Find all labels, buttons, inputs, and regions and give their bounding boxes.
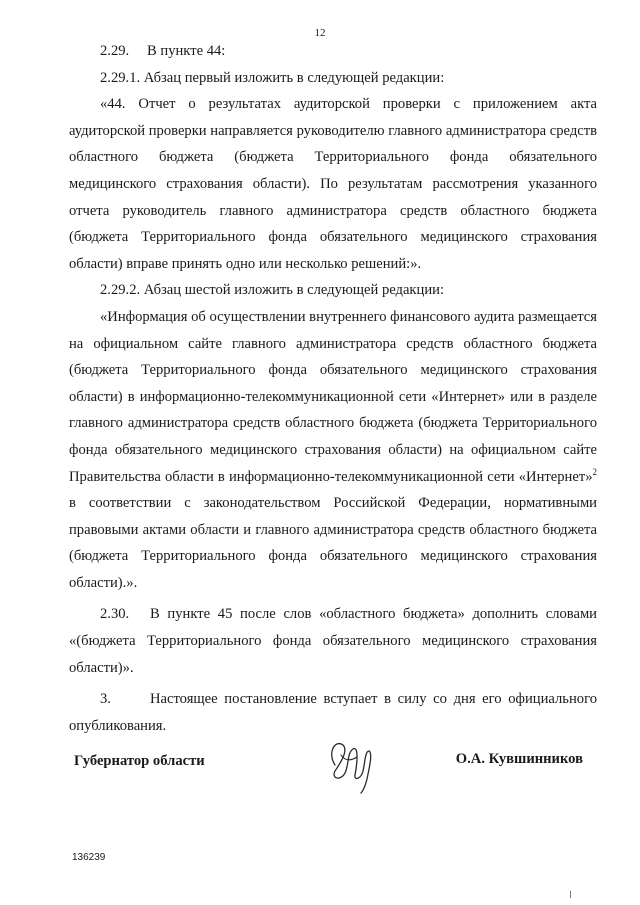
item-text: В пункте 44: xyxy=(147,43,226,59)
item-2-29-1-quote: «44. Отчет о результатах аудиторской проверки с приложением акта аудиторской проверки направляется руководителю главного администратора средств областного бюджета (бюджета Территориального фонда обязательного медицинского страхования области). По результатам рассмотрения указанного отчета руководитель главного администратора средств областного бюджета (бюджета Территориального фонда обязательного медицинского страхования области) вправе принять одно или несколько решений:». xyxy=(69,96,597,272)
footnote-reference: 2 xyxy=(592,466,597,477)
item-text: Настоящее постановление вступает в силу со дня его официального опубликования. xyxy=(69,691,597,734)
item-2-29-2-intro: 2.29.2. Абзац шестой изложить в следующей редакции: xyxy=(100,282,445,299)
document-code: 136239 xyxy=(72,852,106,863)
item-2-30 xyxy=(69,601,597,681)
item-2-29 xyxy=(69,38,597,65)
signer-title: Губернатор области xyxy=(74,753,205,769)
handwritten-signature xyxy=(321,735,381,795)
signer-name: О.А. Кувшинников xyxy=(455,751,583,767)
quote-text: «Информация об осуществлении внутреннего финансового аудита размещается на официальном сайте главного администратора средств областного бюджета (бюджета Территориального фонда обязательного медицинского страхования области) в информационно-телекоммуникационной сети «Интернет» или в разделе главного администратора средств областного бюджета (бюджета Территориального фонда обязательного медицинского страхования области) на официальном сайте Правительства области в информационно-телекоммуникационной сети «Интернет» xyxy=(69,308,597,485)
item-3 xyxy=(69,686,597,739)
item-number: 2.29. xyxy=(100,43,130,59)
scan-mark xyxy=(570,891,571,898)
quote-text: в соответствии с законодательством Российской Федерации, нормативными правовыми актами области и главного администратора средств областного бюджета (бюджета Территориального фонда обязательного медицинского страхования области).». xyxy=(69,495,597,591)
page-number: 12 xyxy=(314,27,326,39)
document-body xyxy=(69,38,597,739)
item-2-29-2-quote xyxy=(69,304,597,597)
item-2-29-1-intro: 2.29.1. Абзац первый изложить в следующей редакции: xyxy=(100,69,445,86)
item-number: 3. xyxy=(100,691,111,708)
item-number: 2.30. xyxy=(100,606,130,623)
item-text: В пункте 45 после слов «областного бюджета» дополнить словами «(бюджета Территориального фонда обязательного медицинского страхования области)». xyxy=(69,606,597,676)
signature-block xyxy=(69,740,597,800)
